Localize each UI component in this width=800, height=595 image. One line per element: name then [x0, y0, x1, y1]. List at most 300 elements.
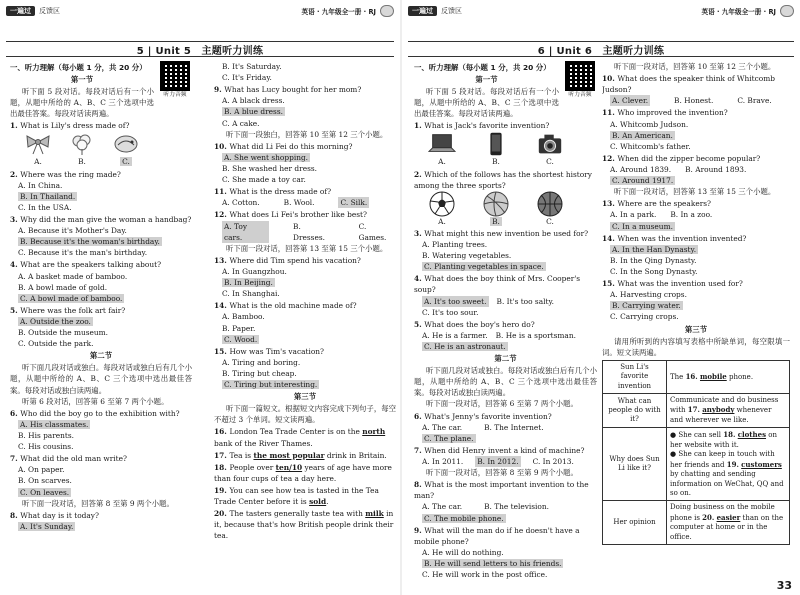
fill-in-16: 16. London Tea Trade Center is on the north bank of the River Thames.	[214, 427, 386, 448]
question-1: 1. What is Lily's dress made of?	[10, 121, 130, 131]
option-text: A. He will do nothing.	[422, 547, 504, 557]
option-text[interactable]: A. Cotton.	[222, 198, 260, 208]
option-text: B. In Beijing.	[224, 278, 273, 288]
section-heading: 第二节	[494, 354, 517, 364]
option[interactable]	[414, 261, 597, 272]
option-text: C. In a museum.	[612, 221, 673, 231]
option[interactable]	[214, 323, 396, 334]
question-text: What's Jenny's favorite invention?	[424, 411, 552, 421]
blank-number: 19.	[726, 459, 739, 469]
option-text: A. On paper.	[18, 465, 65, 475]
option-text[interactable]: B. The television.	[484, 502, 549, 512]
option[interactable]	[10, 191, 192, 202]
question-6: 6. What's Jenny's favorite invention?	[414, 411, 552, 421]
cell-text: than on the computer at home or in the office.	[670, 513, 784, 541]
option-text: B. Because it's the woman's birthday.	[20, 237, 160, 247]
answer-blank[interactable]: milk	[365, 509, 384, 519]
cell-text: ● She can sell	[670, 431, 722, 440]
question-2: 2. Where was the ring made?	[10, 169, 121, 179]
laptop-icon	[428, 132, 456, 156]
question-text: What does Li Fei's brother like best?	[229, 210, 367, 220]
table-row	[603, 501, 790, 545]
option-text: B. A blue dress.	[224, 107, 283, 117]
option-text[interactable]: A. Toy cars.	[222, 221, 269, 243]
question-text: What did the old man write?	[20, 454, 127, 464]
question-text: How was Tim's vacation?	[229, 346, 324, 356]
question-12: 12. What does Li Fei's brother like best?	[214, 210, 367, 220]
answer-blank[interactable]: north	[362, 427, 386, 437]
option-text: C. Outside the park.	[18, 339, 94, 349]
option-text[interactable]: B. In 2012.	[477, 456, 519, 466]
brand-logo: 一遍过	[6, 6, 35, 16]
question-9: 9. What has Lucy bought for her mom?	[214, 85, 362, 95]
cell-text: by chatting and sending information on WeChat, QQ and so on.	[670, 470, 784, 497]
option-text[interactable]: A. Around 1839.	[610, 164, 672, 174]
cell-text: Communicate and do business with	[670, 396, 779, 415]
option-text: C. It's Friday.	[222, 73, 272, 83]
option[interactable]	[214, 152, 396, 163]
option[interactable]	[414, 513, 597, 524]
option-text[interactable]: C. Brave.	[737, 96, 772, 106]
option-text: B. Tiring but cheap.	[222, 368, 297, 378]
question-text: What does the speaker think of Whitcomb Judson?	[602, 74, 775, 95]
option[interactable]	[214, 288, 396, 299]
table-cell	[667, 428, 790, 501]
section-instructions: 听下面 5 段对话。每段对话后有一个小题，从题中所给的 A、B、C 三个选项中选出最佳答案。每段对话读两遍。	[414, 87, 559, 119]
option-text[interactable]: B. Wool.	[283, 198, 315, 208]
table-cell	[667, 360, 790, 393]
option-row	[214, 221, 396, 243]
option-text: A. Planting trees.	[422, 239, 488, 249]
option-text: B. A bowl made of gold.	[18, 282, 108, 292]
option-picture[interactable]	[68, 132, 96, 167]
option-text: C. The mobile phone.	[424, 513, 504, 523]
feedback-tag: 反馈区	[441, 7, 462, 15]
option-text: B. She washed her dress.	[222, 163, 318, 173]
option-text: C. It's too sour.	[422, 307, 479, 317]
option[interactable]	[602, 311, 790, 322]
cell-text: Doing business on the mobile phone is	[670, 503, 775, 522]
option[interactable]	[214, 72, 396, 83]
question-text: What day is it today?	[20, 510, 99, 520]
option[interactable]	[214, 277, 396, 288]
option[interactable]	[10, 225, 192, 236]
option-text[interactable]: C. Silk.	[340, 198, 368, 208]
option-text: C. Tiring but interesting.	[224, 380, 318, 390]
answer-blank[interactable]: mobile	[699, 371, 727, 381]
fill-in-19: 19. You can see how tea is tasted in the Tea Trade Center before it is sold.	[214, 485, 379, 507]
option-row	[602, 209, 790, 220]
question-text: When did the zipper become popular?	[617, 153, 761, 163]
section-instructions: 听下面 5 段对话。每段对话后有一个小题，从题中所给的 A、B、C 三个选项中选出最佳答案。每段对话读两遍。	[10, 87, 154, 119]
bow-icon	[24, 132, 52, 156]
option-text: A. Harvesting crops.	[610, 290, 687, 300]
right-header	[408, 5, 794, 17]
sub-instructions: 听第 6 段对话，回答第 6 至第 7 两个小题。	[22, 396, 169, 406]
option-text[interactable]: B. He is a sportsman.	[495, 330, 576, 340]
option-text: C. Because it's the man's birthday.	[18, 248, 148, 258]
option-picture[interactable]	[112, 132, 140, 167]
question-text: Where are the speakers?	[617, 199, 711, 209]
option[interactable]	[602, 119, 790, 130]
question-4: 4. What are the speakers talking about?	[10, 260, 162, 270]
option[interactable]	[214, 379, 396, 390]
section-instructions: 听下面几段对话或独白。每段对话或独白后有几个小题，从题中所给的 A、B、C 三个选项中选出最佳答案。每段对话或独白读两遍。	[414, 366, 597, 398]
option[interactable]	[10, 464, 192, 475]
option-row	[414, 296, 597, 307]
option-text: C. On leaves.	[20, 487, 70, 497]
option-text: C. Whitcomb's father.	[610, 141, 691, 151]
question-text: When did Henry invent a kind of machine?	[424, 445, 585, 455]
sub-instructions: 听下面一段对话，回答第 8 至第 9 两个小题。	[22, 498, 174, 508]
question-text: What is the most important invention to the man?	[414, 480, 589, 501]
fill-in-18: 18. People over ten/10 years of age have more than four cups of tea a day here.	[214, 462, 392, 483]
option[interactable]	[602, 255, 790, 266]
question-13: 13. Where are the speakers?	[602, 199, 711, 209]
qr-label: 听力音频	[568, 92, 592, 98]
option[interactable]	[10, 327, 192, 338]
option-text: C. Planting vegetables in space.	[424, 262, 544, 272]
section-heading: 第三节	[293, 392, 317, 402]
option-text: B. Outside the museum.	[18, 328, 109, 338]
question-2: 2. Which of the follows has the shortest history among the three sports?	[414, 169, 592, 190]
cell-text: The	[670, 372, 684, 381]
answer-blank[interactable]: the most popular	[253, 450, 325, 460]
question-6: 6. Who did the boy go to the exhibition with?	[10, 408, 180, 418]
question-text: What is the dress made of?	[229, 187, 332, 197]
cell-text: whenever and wherever we like.	[670, 406, 772, 424]
sentence-text: You can see how tea is tasted in the Tea Trade Center before it is	[214, 485, 379, 507]
option[interactable]	[10, 419, 192, 430]
option[interactable]	[10, 202, 192, 213]
option-text: C. He will work in the post office.	[422, 570, 548, 580]
option-row	[602, 164, 790, 175]
option-text: C. The plane.	[424, 433, 474, 443]
option[interactable]	[10, 247, 192, 258]
option[interactable]	[414, 558, 597, 569]
option[interactable]	[414, 341, 597, 352]
option[interactable]	[214, 311, 396, 322]
question-text: What will the man do if he doesn't have a mobile phone?	[414, 525, 580, 546]
basketball-icon	[536, 192, 564, 216]
option[interactable]	[10, 338, 192, 349]
question-8: 8. What is the most important invention to the man?	[414, 480, 589, 501]
option-text: C. In the USA.	[18, 202, 72, 212]
option[interactable]	[414, 239, 597, 250]
question-1: 1. What is Jack's favorite invention?	[414, 121, 550, 131]
option-text: B. Watering vegetables.	[422, 251, 512, 261]
option[interactable]	[602, 175, 790, 186]
cotton-icon	[68, 132, 96, 156]
question-13: 13. Where did Tim spend his vacation?	[214, 255, 361, 265]
option-text[interactable]: A. Clever.	[612, 96, 649, 106]
brand-logo: 一遍过	[408, 6, 437, 16]
question-8: 8. What day is it today?	[10, 510, 99, 520]
option-text: A. Bamboo.	[222, 312, 265, 322]
option-text[interactable]: A. It's too sweet.	[424, 296, 487, 306]
sentence-text: in it, because that's how British people drink their tea.	[214, 509, 394, 541]
q1-pictures	[414, 132, 597, 167]
question-text: What does the boy's hero do?	[424, 319, 535, 329]
question-text: Where was the ring made?	[20, 169, 121, 179]
option[interactable]	[602, 289, 790, 300]
option-label: C.	[546, 157, 554, 167]
option-text[interactable]: B. It's too salty.	[496, 296, 555, 306]
table-header-cell: What can people do with it?	[603, 394, 667, 428]
option-text: B. He will send letters to his friends.	[424, 558, 562, 568]
option[interactable]	[414, 433, 597, 444]
option[interactable]	[602, 300, 790, 311]
option-text: B. On scarves.	[18, 476, 72, 486]
qr-code-icon	[160, 61, 190, 91]
option-picture[interactable]	[428, 192, 456, 227]
sentence-text: drink in Britain.	[326, 450, 387, 460]
option-row	[602, 95, 790, 106]
option-label: B.	[78, 157, 86, 167]
option[interactable]	[10, 487, 192, 498]
question-5: 5. Where was the folk art fair?	[10, 305, 126, 315]
answer-blank[interactable]: anybody	[702, 405, 735, 415]
option[interactable]	[214, 61, 396, 72]
option-row	[414, 422, 597, 433]
table-row	[603, 394, 790, 428]
table-header-cell: Sun Li's favorite invention	[603, 360, 667, 393]
right-page	[402, 0, 800, 595]
section-heading: 第二节	[89, 351, 113, 361]
silkworm-icon	[112, 132, 140, 156]
question-11: 11. What is the dress made of?	[214, 187, 332, 197]
option-text[interactable]: A. In 2011.	[422, 456, 464, 466]
option[interactable]	[10, 236, 192, 247]
sub-instructions: 听下面一段对话，回答第 8 至第 9 两个小题。	[426, 468, 578, 478]
fill-in-20: 20. The tasters generally taste tea with milk in it, because that's how British people drink their tea.	[214, 509, 394, 541]
option[interactable]	[10, 430, 192, 441]
right-column-2	[602, 61, 790, 587]
question-4: 4. What does the boy think of Mrs. Cooper's soup?	[414, 274, 581, 295]
option[interactable]	[214, 357, 396, 368]
page-number: 33	[776, 579, 792, 592]
option[interactable]	[602, 244, 790, 255]
option-text[interactable]: B. Honest.	[674, 96, 714, 106]
answer-blank[interactable]: customers	[741, 459, 782, 469]
question-text: Why did the man give the woman a handbag?	[20, 214, 192, 224]
option-label: C.	[546, 216, 554, 226]
option-text[interactable]: C. Games.	[358, 221, 387, 242]
part-heading: 一、听力理解（每小题 1 分，共 20 分）	[10, 63, 147, 72]
cell-text: phone.	[728, 372, 754, 381]
option-text: C. His cousins.	[18, 442, 74, 452]
table-header-cell: Her opinion	[603, 501, 667, 545]
option-text: A. Because it's Mother's Day.	[18, 226, 127, 236]
option-label: A.	[438, 216, 446, 226]
table-cell	[667, 501, 790, 545]
blank-number: 17.	[687, 405, 700, 415]
option-text[interactable]: B. The Internet.	[484, 422, 544, 432]
question-10: 10. What does the speaker think of Whitcomb Judson?	[602, 74, 775, 95]
option-text: C. He is an astronaut.	[424, 341, 506, 351]
question-7: 7. When did Henry invent a kind of machine?	[414, 445, 585, 455]
option-picture[interactable]	[24, 132, 52, 167]
option[interactable]	[602, 141, 790, 152]
option[interactable]	[214, 266, 396, 277]
option-picture[interactable]	[536, 132, 564, 167]
question-14: 14. When was the invention invented?	[602, 233, 747, 243]
option[interactable]	[10, 282, 192, 293]
option[interactable]	[602, 221, 790, 232]
option-text: A. She went shopping.	[224, 152, 309, 162]
option-picture[interactable]	[482, 132, 510, 167]
mobile-phone-icon	[482, 132, 510, 156]
page-title: 6 | Unit 6 主题听力训练	[408, 41, 794, 57]
question-9: 9. What will the man do if he doesn't have a mobile phone?	[414, 525, 580, 546]
question-text: Who did the boy go to the exhibition with?	[20, 408, 180, 418]
question-text: What might this new invention be used for?	[424, 228, 589, 238]
option-text: A. A basket made of bamboo.	[18, 271, 128, 281]
option-text: C. A bowl made of bamboo.	[20, 293, 123, 303]
sentence-text: London Tea Trade Center is on the	[229, 427, 360, 437]
option[interactable]	[10, 316, 192, 327]
info-table	[602, 360, 790, 545]
blank-number: 18.	[723, 430, 736, 440]
feedback-tag: 反馈区	[39, 7, 60, 15]
question-text: What are the speakers talking about?	[20, 260, 162, 270]
answer-blank[interactable]: easier	[716, 512, 741, 522]
question-text: What does the boy think of Mrs. Cooper's soup?	[414, 274, 581, 295]
option-text: B. Carrying water.	[612, 301, 681, 311]
option[interactable]	[10, 293, 192, 304]
option[interactable]	[214, 118, 396, 129]
question-3: 3. What might this new invention be used for?	[414, 228, 589, 238]
option[interactable]	[214, 106, 396, 117]
answer-blank[interactable]: clothes	[737, 430, 767, 440]
option-text: A. In the Han Dynasty.	[612, 244, 697, 254]
section-heading: 第三节	[684, 324, 708, 334]
option[interactable]	[10, 180, 192, 191]
option[interactable]	[10, 271, 192, 282]
sentence-text: years of age have more than four cups of tea a day here.	[214, 462, 392, 483]
option-text[interactable]: A. In a park.	[610, 210, 657, 220]
option[interactable]	[10, 441, 192, 452]
option-text[interactable]: B. Around 1893.	[685, 164, 747, 174]
option[interactable]	[214, 368, 396, 379]
option-picture[interactable]	[536, 192, 564, 227]
soccer-ball-icon	[428, 192, 456, 216]
blank-number: 20.	[702, 512, 715, 522]
option-row	[414, 330, 597, 341]
option[interactable]	[602, 130, 790, 141]
option-text: C. A cake.	[222, 118, 260, 128]
option-text: C. Wood.	[224, 334, 258, 344]
section-heading: 第一节	[70, 75, 94, 84]
question-3: 3. Why did the man give the woman a handbag?	[10, 214, 192, 224]
option[interactable]	[214, 163, 396, 174]
camera-icon	[536, 132, 564, 156]
option-picture[interactable]	[428, 132, 456, 167]
qr-code[interactable]	[158, 61, 192, 100]
question-14: 14. What is the old machine made of?	[214, 301, 357, 311]
mascot-icon	[780, 5, 794, 17]
blank-number: 16.	[685, 371, 698, 381]
sub-instructions: 听下面一段对话，回答第 6 至第 7 两个小题。	[426, 399, 578, 409]
question-15: 15. What was the invention used for?	[602, 279, 743, 289]
table-header-cell: Why does Sun Li like it?	[603, 428, 667, 501]
option-text: A. In China.	[18, 180, 63, 190]
option[interactable]	[214, 334, 396, 345]
option-label: C.	[122, 157, 130, 167]
question-text: Who improved the invention?	[617, 108, 728, 118]
option-row	[414, 456, 597, 467]
option-text: A. In Guangzhou.	[222, 266, 287, 276]
option[interactable]	[414, 250, 597, 261]
answer-blank[interactable]: sold	[309, 497, 327, 507]
option-text: A. His classmates.	[20, 419, 89, 429]
volleyball-icon	[482, 192, 510, 216]
option-text[interactable]: A. The car.	[422, 422, 463, 432]
option[interactable]	[214, 95, 396, 106]
section-instructions: 请用所听到的内容填写表格中所缺单词，每空限填一词。短文读两遍。	[602, 336, 790, 357]
question-10: 10. What did Li Fei do this morning?	[214, 141, 353, 151]
sub-instructions: 听下面一段独白，回答第 10 至第 12 三个小题。	[226, 129, 388, 139]
section-instructions: 听下面几段对话或独白。每段对话或独白后有几个小题，从题中所给的 A、B、C 三个选项中选出最佳答案。每段对话或独白读两遍。	[10, 363, 192, 395]
book-title: 英语 · 九年级全一册 · RJ	[301, 8, 376, 16]
question-text: Which of the follows has the shortest history among the three sports?	[414, 169, 592, 190]
section-heading: 第一节	[475, 75, 498, 84]
option-text: C. In the Song Dynasty.	[610, 266, 698, 276]
option-text[interactable]: B. In a zoo.	[670, 210, 713, 220]
option[interactable]	[414, 547, 597, 558]
option-text: C. She made a toy car.	[222, 175, 306, 185]
option-text: A. Whitcomb Judson.	[610, 119, 689, 129]
option[interactable]	[602, 266, 790, 277]
question-text: What is Jack's favorite invention?	[424, 121, 550, 131]
question-text: What has Lucy bought for her mom?	[224, 85, 362, 95]
option-text[interactable]: C. In 2013.	[532, 456, 574, 466]
right-column-1	[414, 61, 597, 587]
question-15: 15. How was Tim's vacation?	[214, 346, 324, 356]
option-text[interactable]: B. Dresses.	[293, 221, 325, 242]
left-column-2	[214, 61, 396, 587]
option-text[interactable]: A. He is a farmer.	[422, 330, 488, 340]
sub-instructions: 听下面一段对话，回答第 10 至第 12 三个小题。	[614, 62, 776, 71]
option[interactable]	[214, 174, 396, 185]
option[interactable]	[10, 475, 192, 486]
sentence-text: The tasters generally taste tea with	[229, 509, 363, 519]
option-text: B. It's Saturday.	[222, 62, 282, 71]
question-text: What was the invention used for?	[617, 279, 743, 289]
option[interactable]	[414, 569, 597, 580]
fill-in-17: 17. Tea is the most popular drink in Britain.	[214, 450, 387, 460]
option-row	[214, 197, 396, 208]
part-heading: 一、听力理解（每小题 1 分，共 20 分）	[414, 63, 551, 72]
table-row	[603, 428, 790, 501]
qr-code[interactable]	[563, 61, 597, 100]
question-5: 5. What does the boy's hero do?	[414, 319, 535, 329]
option[interactable]	[10, 521, 192, 532]
page-title: 5 | Unit 5 主题听力训练	[6, 41, 394, 57]
question-12: 12. When did the zipper become popular?	[602, 153, 761, 163]
qr-label: 听力音频	[163, 92, 187, 98]
qr-code-icon	[565, 61, 595, 91]
sentence-text: bank of the River Thames.	[214, 438, 313, 448]
option[interactable]	[414, 307, 597, 318]
option-picture[interactable]	[482, 192, 510, 227]
option-text[interactable]: A. The car.	[422, 502, 463, 512]
question-text: Where did Tim spend his vacation?	[229, 255, 361, 265]
option-text: B. His parents.	[18, 430, 74, 440]
answer-blank[interactable]: ten/10	[275, 462, 303, 472]
option-label: A.	[438, 157, 446, 167]
question-7: 7. What did the old man write?	[10, 454, 127, 464]
